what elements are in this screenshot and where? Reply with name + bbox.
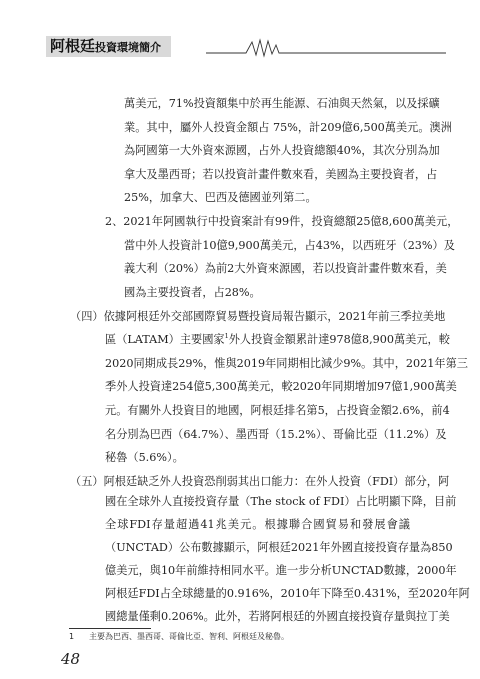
paragraph-line: 2、2021年阿國執行中投資案計有99件，投資總額25億8,600萬美元， [105, 215, 459, 228]
paragraph-line: 阿根廷FDI占全球總量的0.916%，2010年下降至0.431%，至2020年阿 [105, 587, 470, 600]
header-title-subtitle: 投資環境簡介 [95, 41, 162, 54]
paragraph-line: 季外人投資達254億5,300萬美元，較2020年同期增加97億1,900萬美 [105, 380, 457, 393]
footnote-text: 主要為巴西、墨西哥、哥倫比亞、智利、阿根廷及秘魯。 [89, 632, 289, 641]
paragraph-line: 業。其中，屬外人投資金額占 75%，計209億6,500萬美元。澳洲 [124, 121, 452, 134]
heartbeat-line-icon [206, 36, 446, 58]
paragraph-line: 25%，加拿大、巴西及德國並列第二。 [124, 191, 317, 204]
paragraph-line: 為阿國第一大外資來源國，占外人投資總額40%，其次分別為加 [124, 144, 440, 157]
paragraph-line: 萬美元，71%投資額集中於再生能源、石油與天然氣，以及採礦 [124, 97, 440, 110]
paragraph-line: 國總量僅剩0.206%。此外，若將阿根廷的外國直接投資存量與拉丁美 [105, 610, 450, 623]
paragraph-line: 國在全球外人直接投資存量（The stock of FDI）占比明顯下降，目前 [105, 495, 457, 508]
paragraph-line: 義大利（20%）為前2大外資來源國，若以投資計畫件數來看，美 [124, 262, 447, 275]
paragraph-line: 名分別為巴西（64.7%）、墨西哥（15.2%）、哥倫比亞（11.2%）及 [105, 428, 447, 441]
paragraph-line: 2020同期成長29%，惟與2019年同期相比減少9%。其中，2021年第三 [105, 357, 468, 370]
paragraph-line: （UNCTAD）公布數據顯示，阿根廷2021年外國直接投資存量為850 [105, 541, 453, 554]
paragraph-line: 元。有關外人投資目的地國，阿根廷排名第5，占投資金額2.6%，前4 [105, 404, 450, 417]
footnote [69, 631, 289, 643]
page-number: 48 [61, 650, 81, 668]
paragraph-line [105, 328, 450, 352]
paragraph-line: 拿大及墨西哥；若以投資計畫件數來看，美國為主要投資者，占 [124, 168, 438, 181]
paragraph-line: 國為主要投資者，占28%。 [124, 286, 261, 299]
running-header [46, 36, 446, 58]
paragraph-line-part: 外人投資金額累計達978億8,900萬美元，較 [228, 333, 450, 346]
paragraph-line: 全球FDI存量超過41兆美元。根據聯合國貿易和發展會議 [105, 518, 410, 531]
paragraph-line: 億美元，與10年前維持相同水平。進一步分析UNCTAD數據，2000年 [105, 564, 457, 577]
paragraph-line: （四）依據阿根廷外交部國際貿易暨投資局報告顯示，2021年前三季拉美地 [70, 310, 446, 323]
footnote-divider [69, 628, 151, 629]
paragraph-line: 秘魯（5.6%）。 [105, 451, 184, 464]
footnote-number: 1 [69, 632, 75, 641]
header-title-country: 阿根廷 [50, 37, 96, 55]
running-header-title [46, 36, 171, 57]
paragraph-line: （五）阿根廷缺乏外人投資恐削弱其出口能力：在外人投資（FDI）部分，阿 [70, 475, 450, 488]
paragraph-line: 當中外人投資計10億9,900萬美元，占43%，以西班牙（23%）及 [124, 239, 455, 252]
footnote-ref: 1 [224, 332, 229, 340]
paragraph-line-part: 區（LATAM）主要國家 [105, 333, 225, 346]
